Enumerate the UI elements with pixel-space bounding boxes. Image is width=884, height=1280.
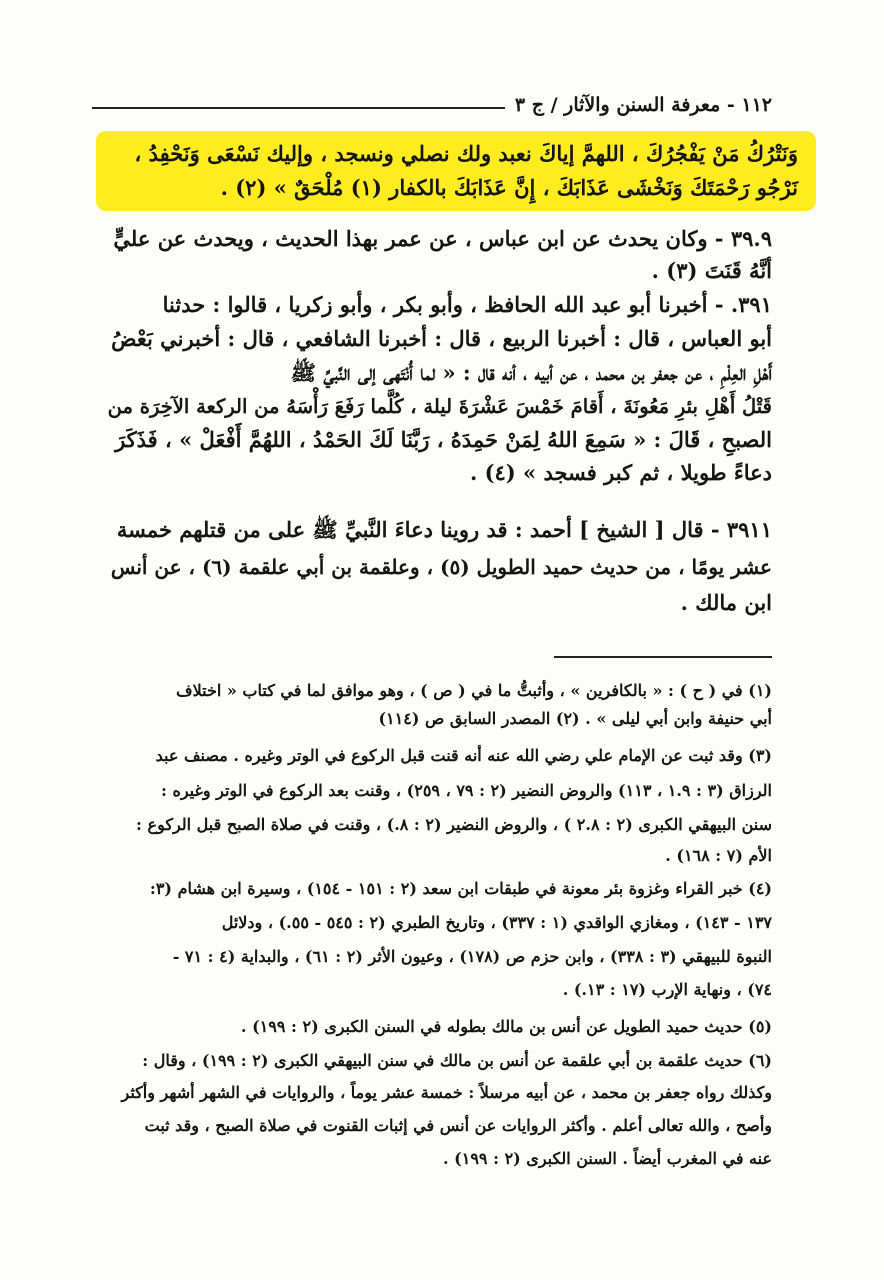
footnote-line: (٣) وقد ثبت عن الإمام علي رضي الله عنه أنه قنت قبل الركوع في الوتر وغيره . مصنف عبد xyxy=(155,746,772,765)
text-line: قَتْلُ أَهْلِ بئرِ مَعُونَةَ ، أَقامَ خَمْسَ عَشْرَةَ ليلة ، كُلَّما رَفَعَ رَأْسَهُ من الركعة الآخِرَة من xyxy=(107,395,772,418)
footnote-line: (٦) حديث علقمة بن أبي علقمة عن أنس بن مالك في سنن البيهقي الكبرى (٢ : ١٩٩) ، وقال : xyxy=(142,1051,772,1070)
footnote-line: ٧٤) ، ونهاية الإرب (١٧ : ١٣.) . xyxy=(562,980,772,999)
footnote-line: ١٣٧ - ١٤٣) ، ومغازي الواقدي (١ : ٣٣٧) ، وتاريخ الطبري (٢ : ٥٤٥ - ٥٥.) ، ودلائل xyxy=(221,913,772,932)
footnote-line: (١) في ( ح ) : « بالكافرين » ، وأثبتُّ ما في ( ص ) ، وهو موافق لما في كتاب « اختلاف xyxy=(175,681,772,700)
text-line: الصبحِ ، قَالَ : « سَمِعَ اللهُ لِمَنْ حَمِدَهُ ، رَبَّنَا لَكَ الحَمْدُ ، اللهُمَّ أَفْعَلْ » ، فَذَكَرَ xyxy=(115,427,772,452)
footnote-line: (٥) حديث حميد الطويل عن أنس بن مالك بطوله في السنن الكبرى (٢ : ١٩٩) . xyxy=(240,1017,772,1036)
highlighted-line: نَرْجُو رَحْمَتَكَ وَنَخْشَى عَذَابَكَ ، إِنَّ عَذَابَكَ بالكفار (١) مُلْحَقٌ » (٢) . xyxy=(220,175,798,200)
footnote-line: الأم (٧ : ١٦٨) . xyxy=(665,846,772,865)
footnote-line: (٤) خبر القراء وغزوة بئر معونة في طبقات ابن سعد (٢ : ١٥١ - ١٥٤) ، وسيرة ابن هشام (٣: xyxy=(149,879,772,898)
footnote-line: أبي حنيفة وابن أبي ليلى » . (٢) المصدر السابق ص (١١٤) xyxy=(378,709,772,728)
header-rule xyxy=(92,107,505,109)
text-line: دعاءً طويلا ، ثم كبر فسجد » (٤) . xyxy=(469,460,772,485)
footnote-separator xyxy=(554,656,772,658)
text-line: ابن مالك . xyxy=(680,590,772,615)
highlighted-passage xyxy=(96,131,816,211)
footnote-line: سنن البيهقي الكبرى (٢ : ٢.٨ ) ، والروض النضير (٢ : ٨.) ، وقنت في صلاة الصبح قبل الركوع : xyxy=(136,815,772,834)
text-line: أَهْلِ العِلْمِ ، عن جعفر بن محمد ، عن أبيه ، أنه قال : « لما أُنْتَهى إلى النَّبيِّ ﷺ xyxy=(290,360,772,385)
running-title: ١١٢ - معرفة السنن والآثار / ج ٣ xyxy=(514,94,772,116)
text-line: ٣٩.٩ - وكان يحدث عن ابن عباس ، عن عمر بهذا الحديث ، ويحدث عن عليٍّ xyxy=(113,226,772,251)
highlighted-line: وَنَتْرُكُ مَنْ يَفْجُرُكَ ، اللهمَّ إياكَ نعبد ولك نصلي ونسجد ، وإليك نَسْعَى وَنَحْفِدُ ، xyxy=(134,141,798,166)
footnote-line: وأصح ، والله تعالى أعلم . وأكثر الروايات عن أنس في إثبات القنوت في صلاة الصبح ، وقد ثبت xyxy=(144,1116,772,1135)
text-line: أنَّهُ قَنَتَ (٣) . xyxy=(651,258,772,283)
footnote-line: عنه في المغرب أيضاً . السنن الكبرى (٢ : ١٩٩) . xyxy=(443,1149,772,1168)
text-line: أبو العباس ، قال : أخبرنا الربيع ، قال : أخبرنا الشافعي ، قال : أخبرني بَعْضُ xyxy=(111,326,772,351)
text-line: ٣٩١. - أخبرنا أبو عبد الله الحافظ ، وأبو بكر ، وأبو زكريا ، قالوا : حدثنا xyxy=(162,292,772,317)
footnote-line: النبوة للبيهقي (٣ : ٣٣٨) ، وابن حزم ص (١٧٨) ، وعيون الأثر (٢ : ٦١) ، والبداية (٤ : ٧١ - xyxy=(172,947,772,966)
text-line: عشر يومًا ، من حديث حميد الطويل (٥) ، وعلقمة بن أبي علقمة (٦) ، عن أنس xyxy=(110,555,772,579)
page-header xyxy=(92,84,772,118)
footnote-line: الرزاق (٣ : ١.٩ ، ١١٣) والروض النضير (٢ : ٧٩ ، ٢٥٩) ، وقنت بعد الركوع في الوتر وغيره : xyxy=(160,781,772,800)
text-line: ٣٩١١ - قال [ الشيخ ] أحمد : قد روينا دعاءَ النَّبيِّ ﷺ على من قتلهم خمسة xyxy=(116,517,772,542)
footnote-line: وكذلك رواه جعفر بن محمد ، عن أبيه مرسلاً : خمسة عشر يوماً ، والروايات في الشهر أشهر وأكثر xyxy=(121,1083,772,1102)
